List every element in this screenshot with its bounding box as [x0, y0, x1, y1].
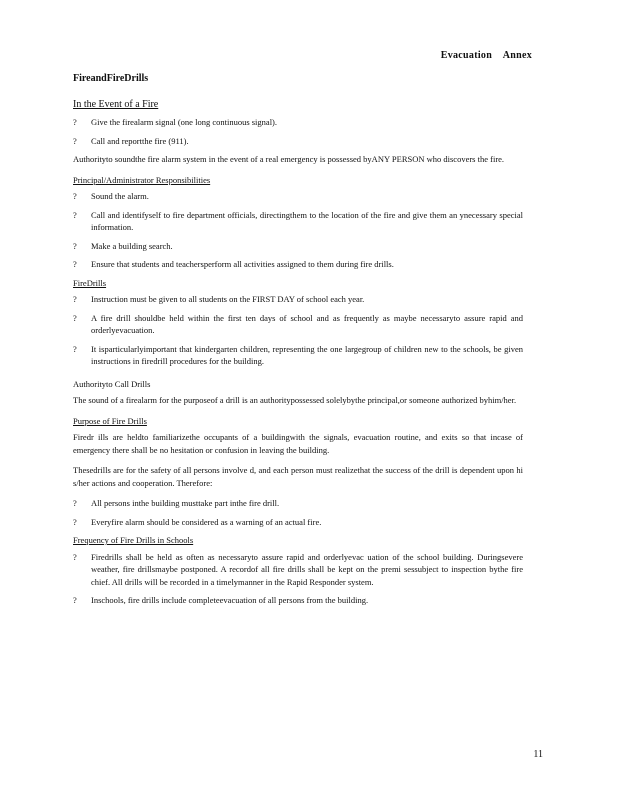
list-item-text: Ensure that students and teachersperform all activities assigned to them during fire drills. [91, 259, 394, 269]
section-heading-authority: Authorityto Call Drills [73, 378, 151, 389]
section-heading-principal: Principal/Administrator Responsibilities [73, 174, 211, 185]
bullet-mark: ? [73, 516, 77, 527]
list-item-text: Sound the alarm. [91, 191, 149, 201]
list-item-text: A fire drill shouldbe held within the first ten days of school and as frequently as maybe necessaryto assure rapid and orderlyevacuation. [91, 312, 523, 335]
bullet-mark: ? [73, 209, 77, 220]
list-item-text: Give the firealarm signal (one long continuous signal). [91, 117, 278, 127]
section-heading-purpose: Purpose of Fire Drills [73, 415, 147, 426]
list-item-text: Call and identifyself to fire department officials, directingthem to the location of the fire and give them an ynecessary special information. [91, 209, 523, 232]
paragraph: Authorityto soundthe fire alarm system in the event of a real emergency is possessed byANY PERSON who discovers the fire. [73, 154, 505, 164]
page-title: FireandFireDrills [73, 73, 149, 84]
paragraph: Thesedrills are for the safety of all persons involve d, and each person must realizethat the success of the drill is dependent upon hi s/her actions and cooperation. Therefore: [73, 465, 523, 488]
bullet-mark: ? [73, 343, 77, 354]
list-item-text: Make a building search. [91, 240, 173, 251]
paragraph: The sound of a firealarm for the purposeof a drill is an authoritypossessed solelybythe principal,or someone authorized byhim/her. [73, 395, 517, 405]
running-header: Evacuation Annex [440, 50, 532, 61]
list-item [73, 343, 523, 368]
list-item [73, 551, 523, 589]
section-heading-event: In the Event of a Fire [73, 99, 159, 110]
list-item [73, 258, 523, 271]
page-number: 11 [533, 749, 543, 760]
paragraph: Firedr ills are heldto familiarizethe occupants of a buildingwith the signals, evacuation routine, and exits so that incase of emergency there shall be no hesitation or confusion in leaving the building. [73, 432, 523, 455]
bullet-mark: ? [73, 551, 77, 562]
list-item [73, 135, 523, 148]
bullet-mark: ? [73, 135, 77, 146]
list-item-text: Call and reportthe fire (911). [91, 135, 189, 146]
list-item [73, 594, 523, 607]
list-item [73, 312, 523, 337]
list-item-text: Firedrills shall be held as often as necessaryto assure rapid and orderlyevac uation of the school building. Duringsevere weather, fire drillsmaybe postponed. A recordof all fire drills shall be kept on the premi sessubject to inspection bythe fire chief. All drills will be recorded in a timelymanner in the Rapid Responder system. [91, 551, 523, 587]
bullet-mark: ? [73, 498, 77, 508]
list-item-text: Instruction must be given to all students on the FIRST DAY of school each year. [91, 294, 365, 304]
bullet-mark: ? [73, 312, 77, 323]
section-heading-frequency: Frequency of Fire Drills in Schools [73, 535, 194, 545]
list-item-text: Everyfire alarm should be considered as a warning of an actual fire. [91, 516, 322, 527]
list-item [73, 293, 523, 306]
bullet-mark: ? [73, 595, 77, 605]
list-item-text: It isparticularlyimportant that kindergarten children, representing the one largegroup of children new to the schools, be given instructions in firedrill procedures for the building. [91, 343, 523, 366]
list-item [73, 497, 523, 510]
list-item-text: Inschools, fire drills include completeevacuation of all persons from the building. [91, 595, 369, 605]
list-item [73, 516, 523, 529]
bullet-mark: ? [73, 294, 77, 304]
bullet-mark: ? [73, 240, 77, 251]
bullet-mark: ? [73, 259, 77, 269]
section-heading-drills: FireDrills [73, 277, 107, 288]
document-body [73, 98, 523, 613]
list-item-text: All persons inthe building musttake part inthe fire drill. [91, 498, 280, 508]
list-item [73, 116, 523, 129]
bullet-mark: ? [73, 191, 77, 201]
bullet-mark: ? [73, 117, 77, 127]
list-item [73, 190, 523, 203]
list-item [73, 209, 523, 234]
list-item [73, 240, 523, 253]
